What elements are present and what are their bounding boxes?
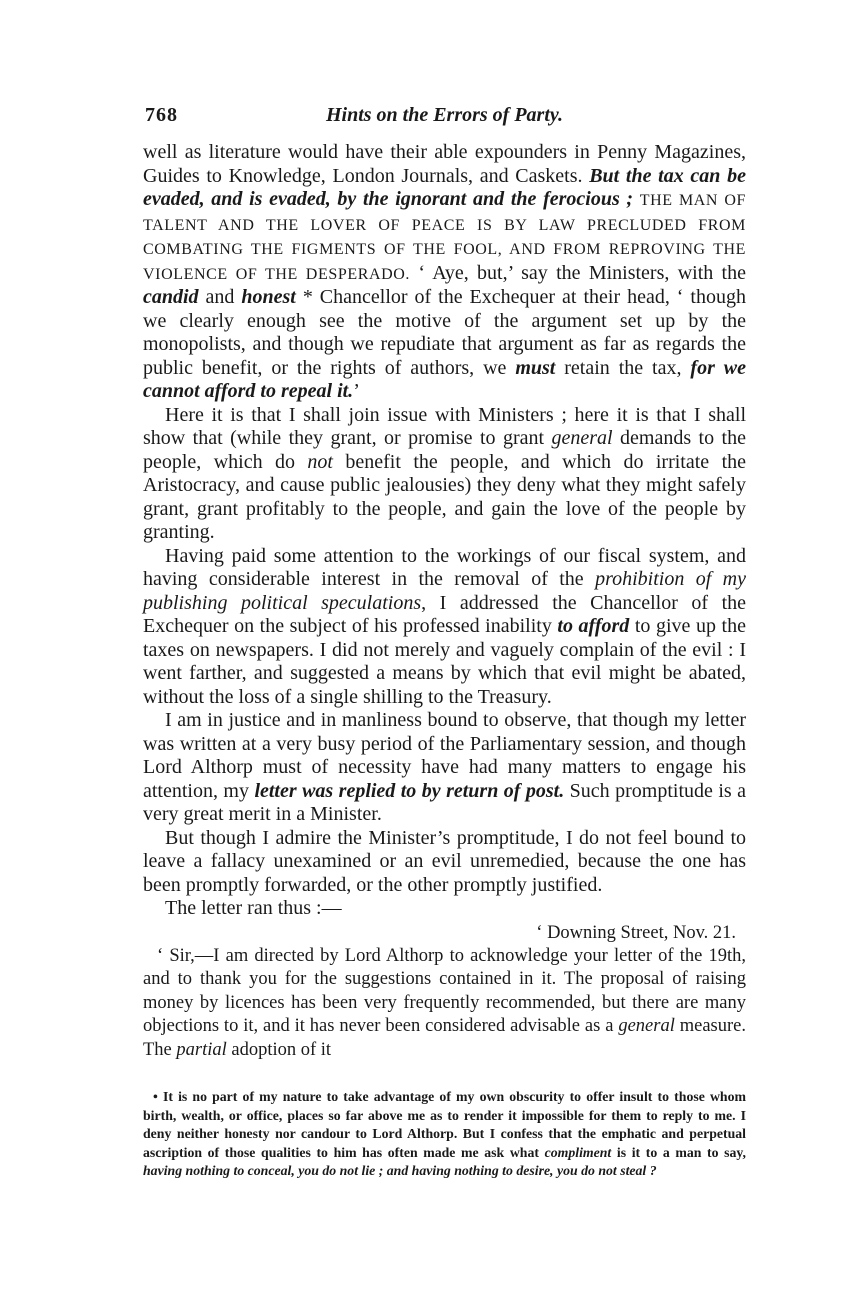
body-paragraph-2 [143, 404, 746, 545]
text-segment: honest [241, 286, 296, 308]
text-segment: * Chancellor of the Exchequer at their head, ‘ though we clearly enough see the motive of the argument set up by the monopolists, and though we repudiate that argument as far as regards the public benefit, or the rights of authors, we [143, 286, 746, 379]
text-segment: But though I admire the Minister’s promptitude, I do not feel bound to leave a fallacy unexamined or an evil unremedied, because the one has been promptly forwarded, or the other promptly justified. [143, 826, 746, 896]
text-segment: retain the tax, [555, 356, 691, 379]
text-segment: to afford [557, 615, 630, 637]
text-segment: The letter ran thus :— [165, 897, 342, 919]
footnote [143, 1088, 746, 1181]
text-segment: adoption of it [226, 1039, 332, 1060]
text-segment: measure. The [143, 1016, 746, 1060]
text-segment: Here it is that I shall join issue with Ministers ; here it is that I shall show that (while they grant, or promise to grant [143, 403, 746, 449]
text-segment [633, 188, 640, 210]
text-segment: and [198, 286, 242, 308]
text-segment: Having paid some attention to the workings of our fiscal system, and having considerable interest in the removal of the [143, 544, 746, 590]
letter-dateline: ‘ Downing Street, Nov. 21. [536, 922, 736, 943]
text-segment: ’ [353, 380, 360, 402]
text-segment: ‘ Sir,—I am directed by Lord Althorp to acknowledge your letter of the 19th, and to thank you for the suggestions contained in it. The proposal of raising money by licences has been very frequently recommended, but there are many objections to it, and it has never been considered advisable as a [143, 945, 746, 1036]
text-segment: Such promptitude is a very great merit in a Minister. [143, 779, 746, 825]
body-paragraph-3 [143, 545, 746, 710]
text-segment: benefit the people, and which do irritate the Aristocracy, and cause public jealousies) they deny what they might safely grant, grant profitably to the people, and gain the love of the people by granting. [143, 450, 747, 543]
text-segment: But the tax can be evaded, and is evaded, by the ignorant and the ferocious ; [143, 164, 746, 210]
text-segment: • It is no part of my nature to take advantage of my own obscurity to offer insult to those whom birth, wealth, or office, places so far above me as to render it impossible for them to reply to me. I deny neither honesty nor candour to Lord Althorp. But I confess that the emphatic and perpetual ascription of those qualities to him has often made me ask what [143, 1089, 746, 1160]
text-segment: having nothing to conceal, you do not lie ; and having nothing to desire, you do not steal ? [143, 1163, 657, 1178]
text-segment: THE MAN OF TALENT AND THE LOVER OF PEACE IS BY LAW PRECLUDED FROM COMBATING THE FIGMENTS OF THE FOOL, AND FROM REPROVING THE VIOLENCE OF THE DESPERADO. [143, 192, 747, 283]
text-segment: for we cannot afford to repeal it. [143, 356, 746, 402]
text-segment: not [307, 450, 333, 473]
running-title: Hints on the Errors of Party. [325, 104, 564, 126]
text-segment: ‘ Aye, but,’ say the Ministers, with the [410, 261, 746, 284]
text-segment: compliment [544, 1144, 612, 1160]
letter-paragraph [143, 945, 746, 1063]
text-segment: I am in justice and in manliness bound to observe, that though my letter was written at a very busy period of the Parliamentary session, and though Lord Althorp must of necessity have had many matters to engage his attention, my [143, 709, 746, 802]
body-paragraph-6 [143, 897, 746, 921]
page-header [143, 103, 746, 127]
text-column [143, 103, 746, 1181]
text-segment: general [551, 427, 613, 449]
text-segment: candid [143, 286, 199, 308]
text-segment: partial [176, 1039, 227, 1060]
text-segment: general [618, 1016, 675, 1036]
page-number: 768 [145, 104, 178, 126]
text-segment: demands to the people, which do [143, 427, 746, 473]
text-segment: , I addressed the Chancellor of the Exchequer on the subject of his professed inability [143, 591, 746, 637]
body-paragraph-5 [143, 827, 746, 898]
text-segment: must [515, 356, 556, 379]
body-paragraph-1 [143, 141, 746, 404]
body-paragraph-4 [143, 709, 746, 827]
text-segment: to give up the taxes on newspapers. I did not merely and vaguely complain of the evil : I went farther, and suggested a means by which that evil might be abated, without the loss of a single shilling to the Treasury. [143, 615, 746, 708]
text-segment: well as literature would have their able expounders in Penny Magazines, Guides to Knowledge, London Journals, and Caskets. [143, 141, 746, 187]
text-segment: prohibition of my publishing political speculations [143, 568, 746, 614]
text-segment: is it to a man to say, [611, 1144, 747, 1160]
text-segment: letter was replied to by return of post. [254, 779, 565, 802]
